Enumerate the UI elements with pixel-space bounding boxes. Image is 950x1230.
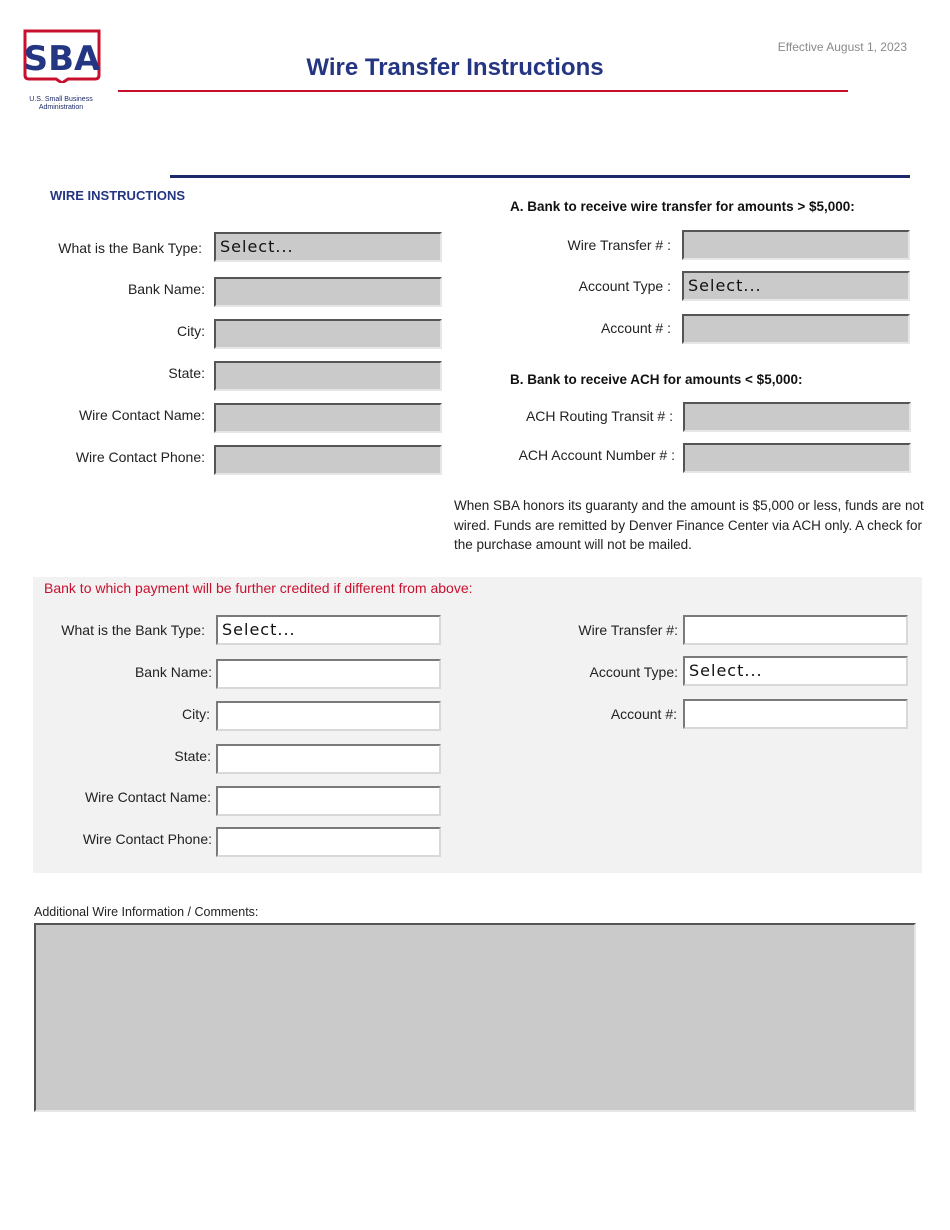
ach-account-label: ACH Account Number # :: [518, 447, 675, 463]
section-a-heading: A. Bank to receive wire transfer for amounts > $5,000:: [510, 199, 855, 214]
effective-date: Effective August 1, 2023: [777, 40, 907, 54]
page-title: Wire Transfer Instructions: [306, 54, 604, 81]
fc-bank-name-label: Bank Name:: [134, 664, 212, 680]
account-number-label: Account # :: [600, 320, 671, 336]
wire-contact-name-label: Wire Contact Name:: [78, 407, 205, 423]
fc-wire-contact-phone-input[interactable]: [216, 827, 441, 857]
fc-account-number-input[interactable]: [683, 699, 908, 729]
fc-bank-type-select[interactable]: Select...: [216, 615, 441, 645]
bank-type-select[interactable]: Select...: [214, 232, 442, 262]
agency-name: U.S. Small Business Administration: [29, 96, 93, 111]
ach-routing-input[interactable]: [683, 402, 911, 432]
wire-transfer-input[interactable]: [682, 230, 910, 260]
section-b-heading: B. Bank to receive ACH for amounts < $5,000:: [510, 372, 803, 387]
bank-type-label: What is the Bank Type:: [58, 240, 202, 256]
wire-transfer-label: Wire Transfer # :: [567, 237, 671, 253]
account-type-select[interactable]: Select...: [682, 271, 910, 301]
fc-account-number-label: Account #:: [610, 706, 677, 722]
city-label: City:: [177, 323, 205, 339]
fc-account-type-select[interactable]: Select...: [683, 656, 908, 686]
state-label: State:: [168, 365, 205, 381]
ach-account-input[interactable]: [683, 443, 911, 473]
section-label-wire-instructions: WIRE INSTRUCTIONS: [50, 188, 186, 203]
state-input[interactable]: [214, 361, 442, 391]
wire-contact-phone-input[interactable]: [214, 445, 442, 475]
account-type-label: Account Type :: [578, 278, 671, 294]
fc-city-label: City:: [182, 706, 210, 722]
logo-text: SBA: [23, 39, 101, 79]
fc-state-label: State:: [174, 748, 211, 764]
ach-note: When SBA honors its guaranty and the amount is $5,000 or less, funds are not wired. Funds are remitted by Denver Finance Center via ACH only. A check for the purchase amount will not be mailed.: [454, 498, 924, 552]
fc-wire-transfer-label: Wire Transfer #:: [578, 622, 678, 638]
fc-wire-contact-phone-label: Wire Contact Phone:: [82, 831, 212, 847]
title-divider: [118, 90, 848, 92]
fc-city-input[interactable]: [216, 701, 441, 731]
bank-name-input[interactable]: [214, 277, 442, 307]
city-input[interactable]: [214, 319, 442, 349]
comments-label: Additional Wire Information / Comments:: [34, 905, 259, 919]
fc-wire-contact-name-label: Wire Contact Name:: [84, 789, 211, 805]
fc-state-input[interactable]: [216, 744, 441, 774]
account-number-input[interactable]: [682, 314, 910, 344]
fc-wire-transfer-input[interactable]: [683, 615, 908, 645]
comments-textarea[interactable]: [34, 923, 916, 1112]
section-divider: [170, 175, 910, 178]
ach-routing-label: ACH Routing Transit # :: [525, 408, 673, 424]
fc-bank-name-input[interactable]: [216, 659, 441, 689]
wire-contact-phone-label: Wire Contact Phone:: [75, 449, 205, 465]
fc-wire-contact-name-input[interactable]: [216, 786, 441, 816]
wire-contact-name-input[interactable]: [214, 403, 442, 433]
fc-account-type-label: Account Type:: [589, 664, 678, 680]
further-credit-heading: Bank to which payment will be further credited if different from above:: [44, 580, 473, 596]
fc-bank-type-label: What is the Bank Type:: [61, 622, 205, 638]
bank-name-label: Bank Name:: [127, 281, 205, 297]
